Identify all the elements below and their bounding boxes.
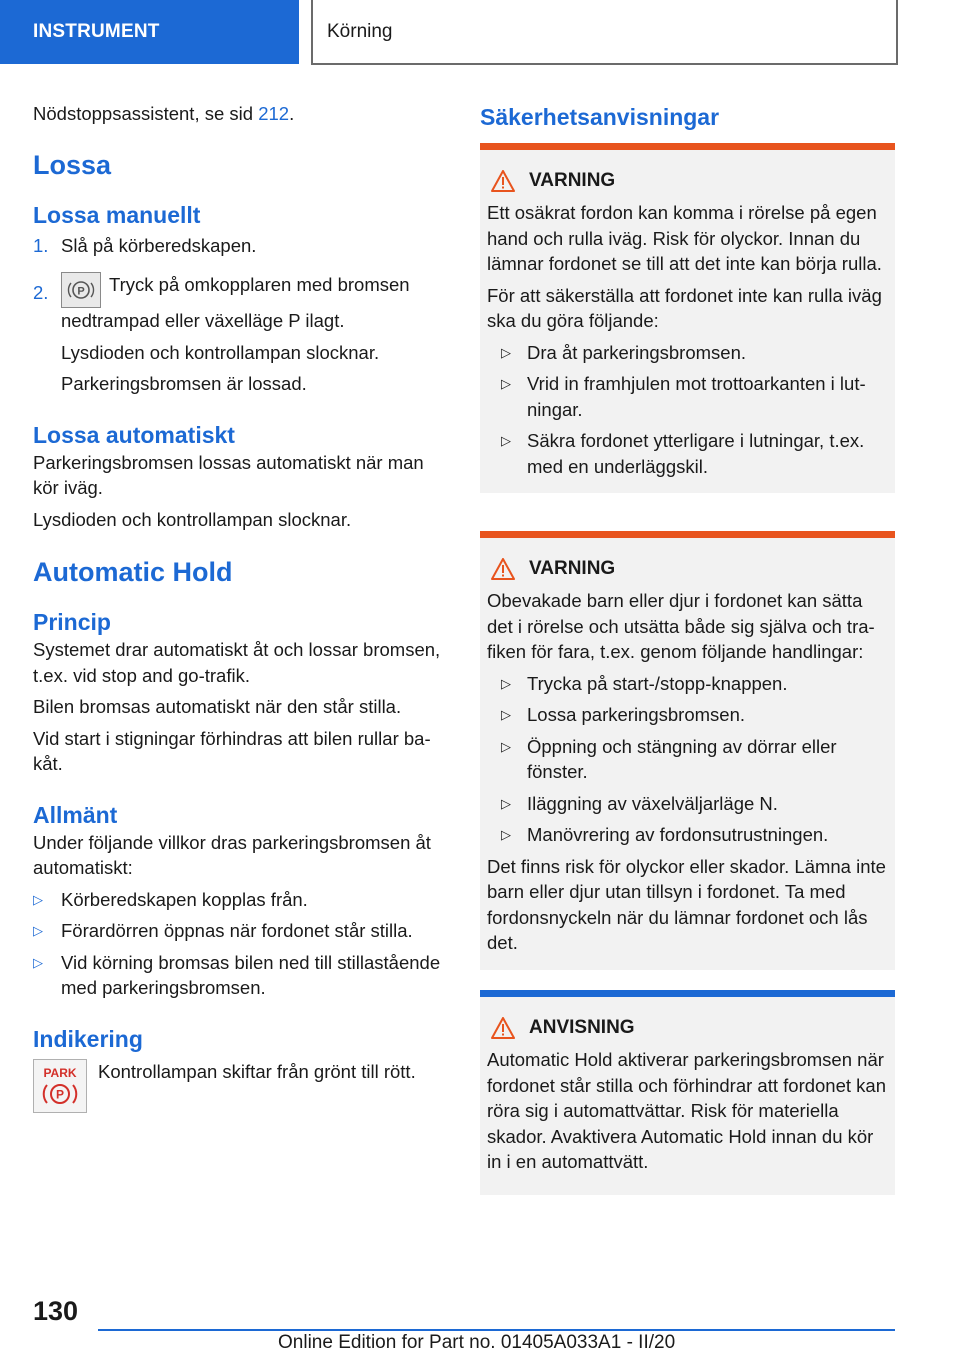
warning-triangle-icon <box>491 170 515 192</box>
warning-2-bullet: ▷ Trycka på start-/stopp-knappen. <box>487 671 887 697</box>
note-paragraph: Automatic Hold aktiverar parkeringsbromsen när fordonet står stilla och förhindrar att fordonet kan röra sig i automattvättar. Risk för materiella skador. Avaktivera Automatic Hold innan du kör in i en automattvätt. <box>487 1049 886 1172</box>
step-1-text: Slå på körberedskapen. <box>61 234 257 256</box>
bullet-triangle-icon: ▷ <box>501 707 511 722</box>
warning-title <box>487 556 887 582</box>
svg-text:P: P <box>77 285 85 298</box>
left-column <box>33 101 443 1115</box>
bullet-triangle-icon: ▷ <box>33 923 43 938</box>
warning-title <box>487 168 887 194</box>
indikering-row <box>33 1059 443 1115</box>
intro-text: Nödstoppsassistent, se sid <box>33 103 259 124</box>
allmant-bullet: ▷ Körberedskapen kopplas från. <box>33 887 443 913</box>
auto-paragraph-2: Lysdioden och kontrollampan slocknar. <box>33 508 352 530</box>
bullet-triangle-icon: ▷ <box>501 827 511 842</box>
step-1-number: 1. <box>33 234 49 256</box>
heading-lossa: Lossa <box>33 149 112 180</box>
bullet-triangle-icon: ▷ <box>501 433 511 448</box>
svg-text:P: P <box>55 1087 65 1101</box>
footer-divider <box>98 1329 895 1331</box>
warning-1-bullet: ▷ Säkra fordonet ytterligare i lutningar, t.ex. med en underläggskil. <box>487 428 887 479</box>
warning-bar <box>480 143 895 150</box>
princip-paragraph-1: Systemet drar automatiskt åt och lossar bromsen, t.ex. vid stop and go-trafik. <box>33 639 441 686</box>
warning-label: VARNING <box>529 558 616 579</box>
warning-triangle-icon <box>491 1017 515 1039</box>
bullet-triangle-icon: ▷ <box>501 675 511 691</box>
bullet-triangle-icon: ▷ <box>33 891 43 907</box>
footer-edition: Online Edition for Part no. 01405A033A1 - II/20 <box>278 1332 676 1353</box>
warning-2-bullet: ▷ Iläggning av växelväljarläge N. <box>487 791 887 817</box>
park-icon-label: PARK <box>43 1065 77 1080</box>
step-1 <box>33 233 443 259</box>
bullet-triangle-icon: ▷ <box>501 344 511 360</box>
heading-lossa-automatiskt: Lossa automatiskt <box>33 421 235 448</box>
parking-brake-button-icon <box>61 272 101 308</box>
allmant-bullet: ▷ Vid körning bromsas bilen ned till stillastående med parkeringsbromsen. <box>33 950 443 1001</box>
warning-2-bullet: ▷ Manövrering av fordonsutrustningen. <box>487 822 887 848</box>
note-label: ANVISNING <box>529 1017 635 1038</box>
warning-1-paragraph-1: Ett osäkrat fordon kan komma i rörelse på egen hand och rulla iväg. Risk för olyckor. Innan du lämnar fordonet se till att det inte kan börja rulla. <box>487 202 882 274</box>
warning-2-paragraph-1: Obevakade barn eller djur i fordonet kan sätta det i rörelse och utsätta både sig själva och trafiken för fara, t.ex. genom följande handlingar: <box>487 590 875 662</box>
warning-1-bullet: ▷ Dra åt parkeringsbromsen. <box>487 340 887 366</box>
header-chapter-label: Körning <box>327 20 393 42</box>
note-title <box>487 1015 887 1041</box>
allmant-bullet: ▷ Förardörren öppnas när fordonet står stilla. <box>33 918 443 944</box>
step-2-number: 2. <box>33 282 49 303</box>
warning-label: VARNING <box>529 170 616 191</box>
heading-sakerhetsanvisningar: Säkerhetsanvisningar <box>480 104 720 130</box>
auto-paragraph-1: Parkeringsbromsen lossas automatiskt när man kör iväg. <box>33 451 424 498</box>
page-number: 130 <box>33 1296 79 1326</box>
heading-lossa-manuellt: Lossa manuellt <box>33 201 201 228</box>
right-column <box>480 101 895 133</box>
step-2-body <box>61 272 443 334</box>
header-section-label: INSTRUMENT <box>33 21 160 42</box>
princip-paragraph-3: Vid start i stigningar förhindras att bilen rullar bakåt. <box>33 727 431 774</box>
warning-2-paragraph-2: Det finns risk för olyckor eller skador. Lämna inte barn eller djur utan tillsyn i fordonet. Ta med fordonsnyckeln när du lämnar fordonet och lås det. <box>487 855 886 953</box>
step-2-note-1: Lysdioden och kontrollampan slocknar. <box>61 341 380 363</box>
note-bar <box>480 990 895 997</box>
header-chapter-tab <box>311 0 898 65</box>
note-box <box>480 990 895 1195</box>
page-link-212[interactable]: 212 <box>258 103 290 124</box>
bullet-triangle-icon: ▷ <box>501 376 511 391</box>
header-section-tab <box>0 0 299 64</box>
indikering-text: Kontrollampan skiftar från grönt till rött. <box>98 1060 416 1082</box>
warning-bar <box>480 531 895 538</box>
warning-box-1 <box>480 143 895 493</box>
warning-box-2 <box>480 531 895 970</box>
bullet-triangle-icon: ▷ <box>33 954 43 970</box>
heading-indikering: Indikering <box>33 1025 143 1052</box>
heading-allmant: Allmänt <box>33 801 118 828</box>
park-indicator-icon <box>33 1059 87 1113</box>
warning-1-bullet: ▷ Vrid in framhjulen mot trottoarkanten i lutningar. <box>487 371 887 422</box>
heading-automatic-hold: Automatic Hold <box>33 557 233 587</box>
warning-2-bullet: ▷ Lossa parkeringsbromsen. <box>487 702 887 728</box>
intro-paragraph <box>33 101 443 127</box>
step-2 <box>33 272 443 334</box>
warning-1-paragraph-2: För att säkerställa att fordonet inte kan rulla iväg ska du göra följande: <box>487 284 882 331</box>
princip-paragraph-2: Bilen bromsas automatiskt när den står stilla. <box>33 696 402 717</box>
step-2-note-2: Parkeringsbromsen är lossad. <box>61 373 307 394</box>
bullet-triangle-icon: ▷ <box>501 795 511 811</box>
warning-2-bullet: ▷ Öppning och stängning av dörrar eller fönster. <box>487 734 887 785</box>
intro-end: . <box>289 103 295 124</box>
warning-triangle-icon <box>491 558 515 580</box>
allmant-paragraph: Under följande villkor dras parkeringsbromsen åt automatiskt: <box>33 831 431 878</box>
heading-princip: Princip <box>33 609 111 635</box>
bullet-triangle-icon: ▷ <box>501 738 511 754</box>
step-2-text: Tryck på omkopplaren med bromsen nedtrampad eller växelläge P ilagt. <box>61 274 410 331</box>
